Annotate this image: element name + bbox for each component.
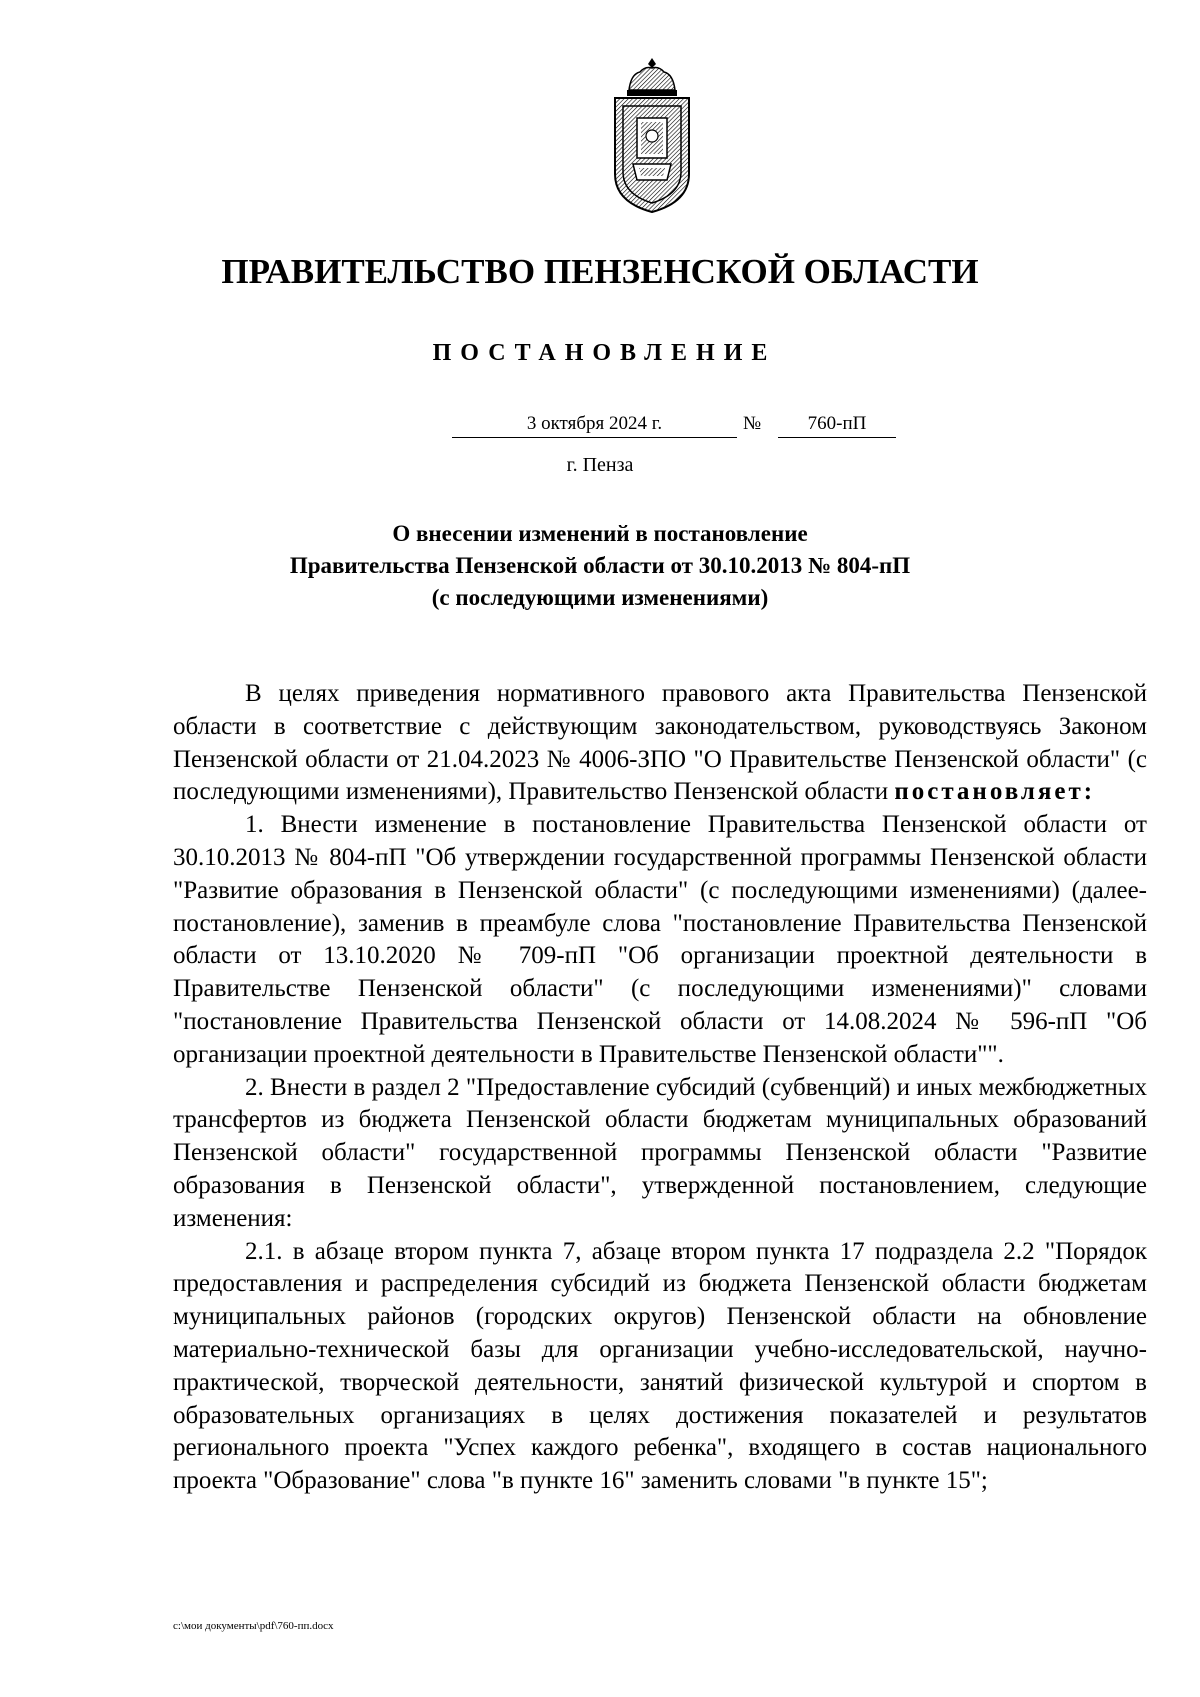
- paragraph-1: 1. Внести изменение в постановление Правительства Пензенской области от 30.10.2013 № 804-пП "Об утверждении государственной программы Пензенской области "Развитие образования в Пензенской области" (с последующими изменениями) (далее- постановление), заменив в преамбуле слова "постановление Правительства Пензенской области от 13.10.2020 № 709-пП "Об организации проектной деятельности в Правительстве Пензенской области" (с последующими изменениями)" словами "постановление Правительства Пензенской области от 14.08.2024 № 596-пП "Об организации проектной деятельности в Правительстве Пензенской области"".: [173, 811, 1147, 1068]
- paragraph-2-1: 2.1. в абзаце втором пункта 7, абзаце втором пункта 17 подраздела 2.2 "Порядок предоставления и распределения субсидий из бюджета Пензенской области бюджетам муниципальных районов (городских округов) Пензенской области на обновление материально-технической базы для организации учебно-исследовательской, научно-практической, творческой деятельности, занятий физической культурой и спортом в образовательных организациях в целях достижения показателей и результатов регионального проекта "Успех каждого ребенка", входящего в состав национального проекта "Образование" слова "в пункте 16" заменить словами "в пункте 15";: [173, 1237, 1147, 1495]
- document-subject: [0, 518, 1200, 614]
- subject-line-1: О внесении изменений в постановление: [392, 521, 808, 546]
- intro-text: В целях приведения нормативного правового акта Правительства Пензенской области в соответствие с действующим законодательством, руководствуясь Законом Пензенской области от 21.04.2023 № 4006-ЗПО "О Правительстве Пензенской области" (с последующими изменениями), Правительство Пензенской области: [173, 680, 1147, 806]
- resolves-word: постановляет:: [894, 778, 1096, 806]
- document-number: 760-пП: [778, 412, 896, 438]
- subject-line-3: (с последующими изменениями): [431, 585, 769, 610]
- document-date: 3 октября 2024 г.: [452, 412, 737, 438]
- coat-of-arms-emblem: [607, 56, 697, 214]
- paragraph-2: 2. Внести в раздел 2 "Предоставление субсидий (субвенций) и иных межбюджетных трансфертов из бюджета Пензенской области бюджетам муниципальных образований Пензенской области" государственной программы Пензенской области "Развитие образования в Пензенской области", утвержденной постановлением, следующие изменения:: [173, 1073, 1147, 1232]
- document-type: ПОСТАНОВЛЕНИЕ: [432, 340, 777, 366]
- file-path-footer: c:\мои документы\pdf\760-пп.docx: [173, 1620, 334, 1632]
- subject-line-2: Правительства Пензенской области от 30.10.2013 № 804-пП: [289, 553, 911, 578]
- city: г. Пенза: [566, 454, 634, 476]
- government-title: ПРАВИТЕЛЬСТВО ПЕНЗЕНСКОЙ ОБЛАСТИ: [221, 252, 979, 291]
- intro-paragraph: [173, 678, 1147, 809]
- document-body: [173, 678, 1147, 1498]
- number-sign: №: [743, 413, 762, 434]
